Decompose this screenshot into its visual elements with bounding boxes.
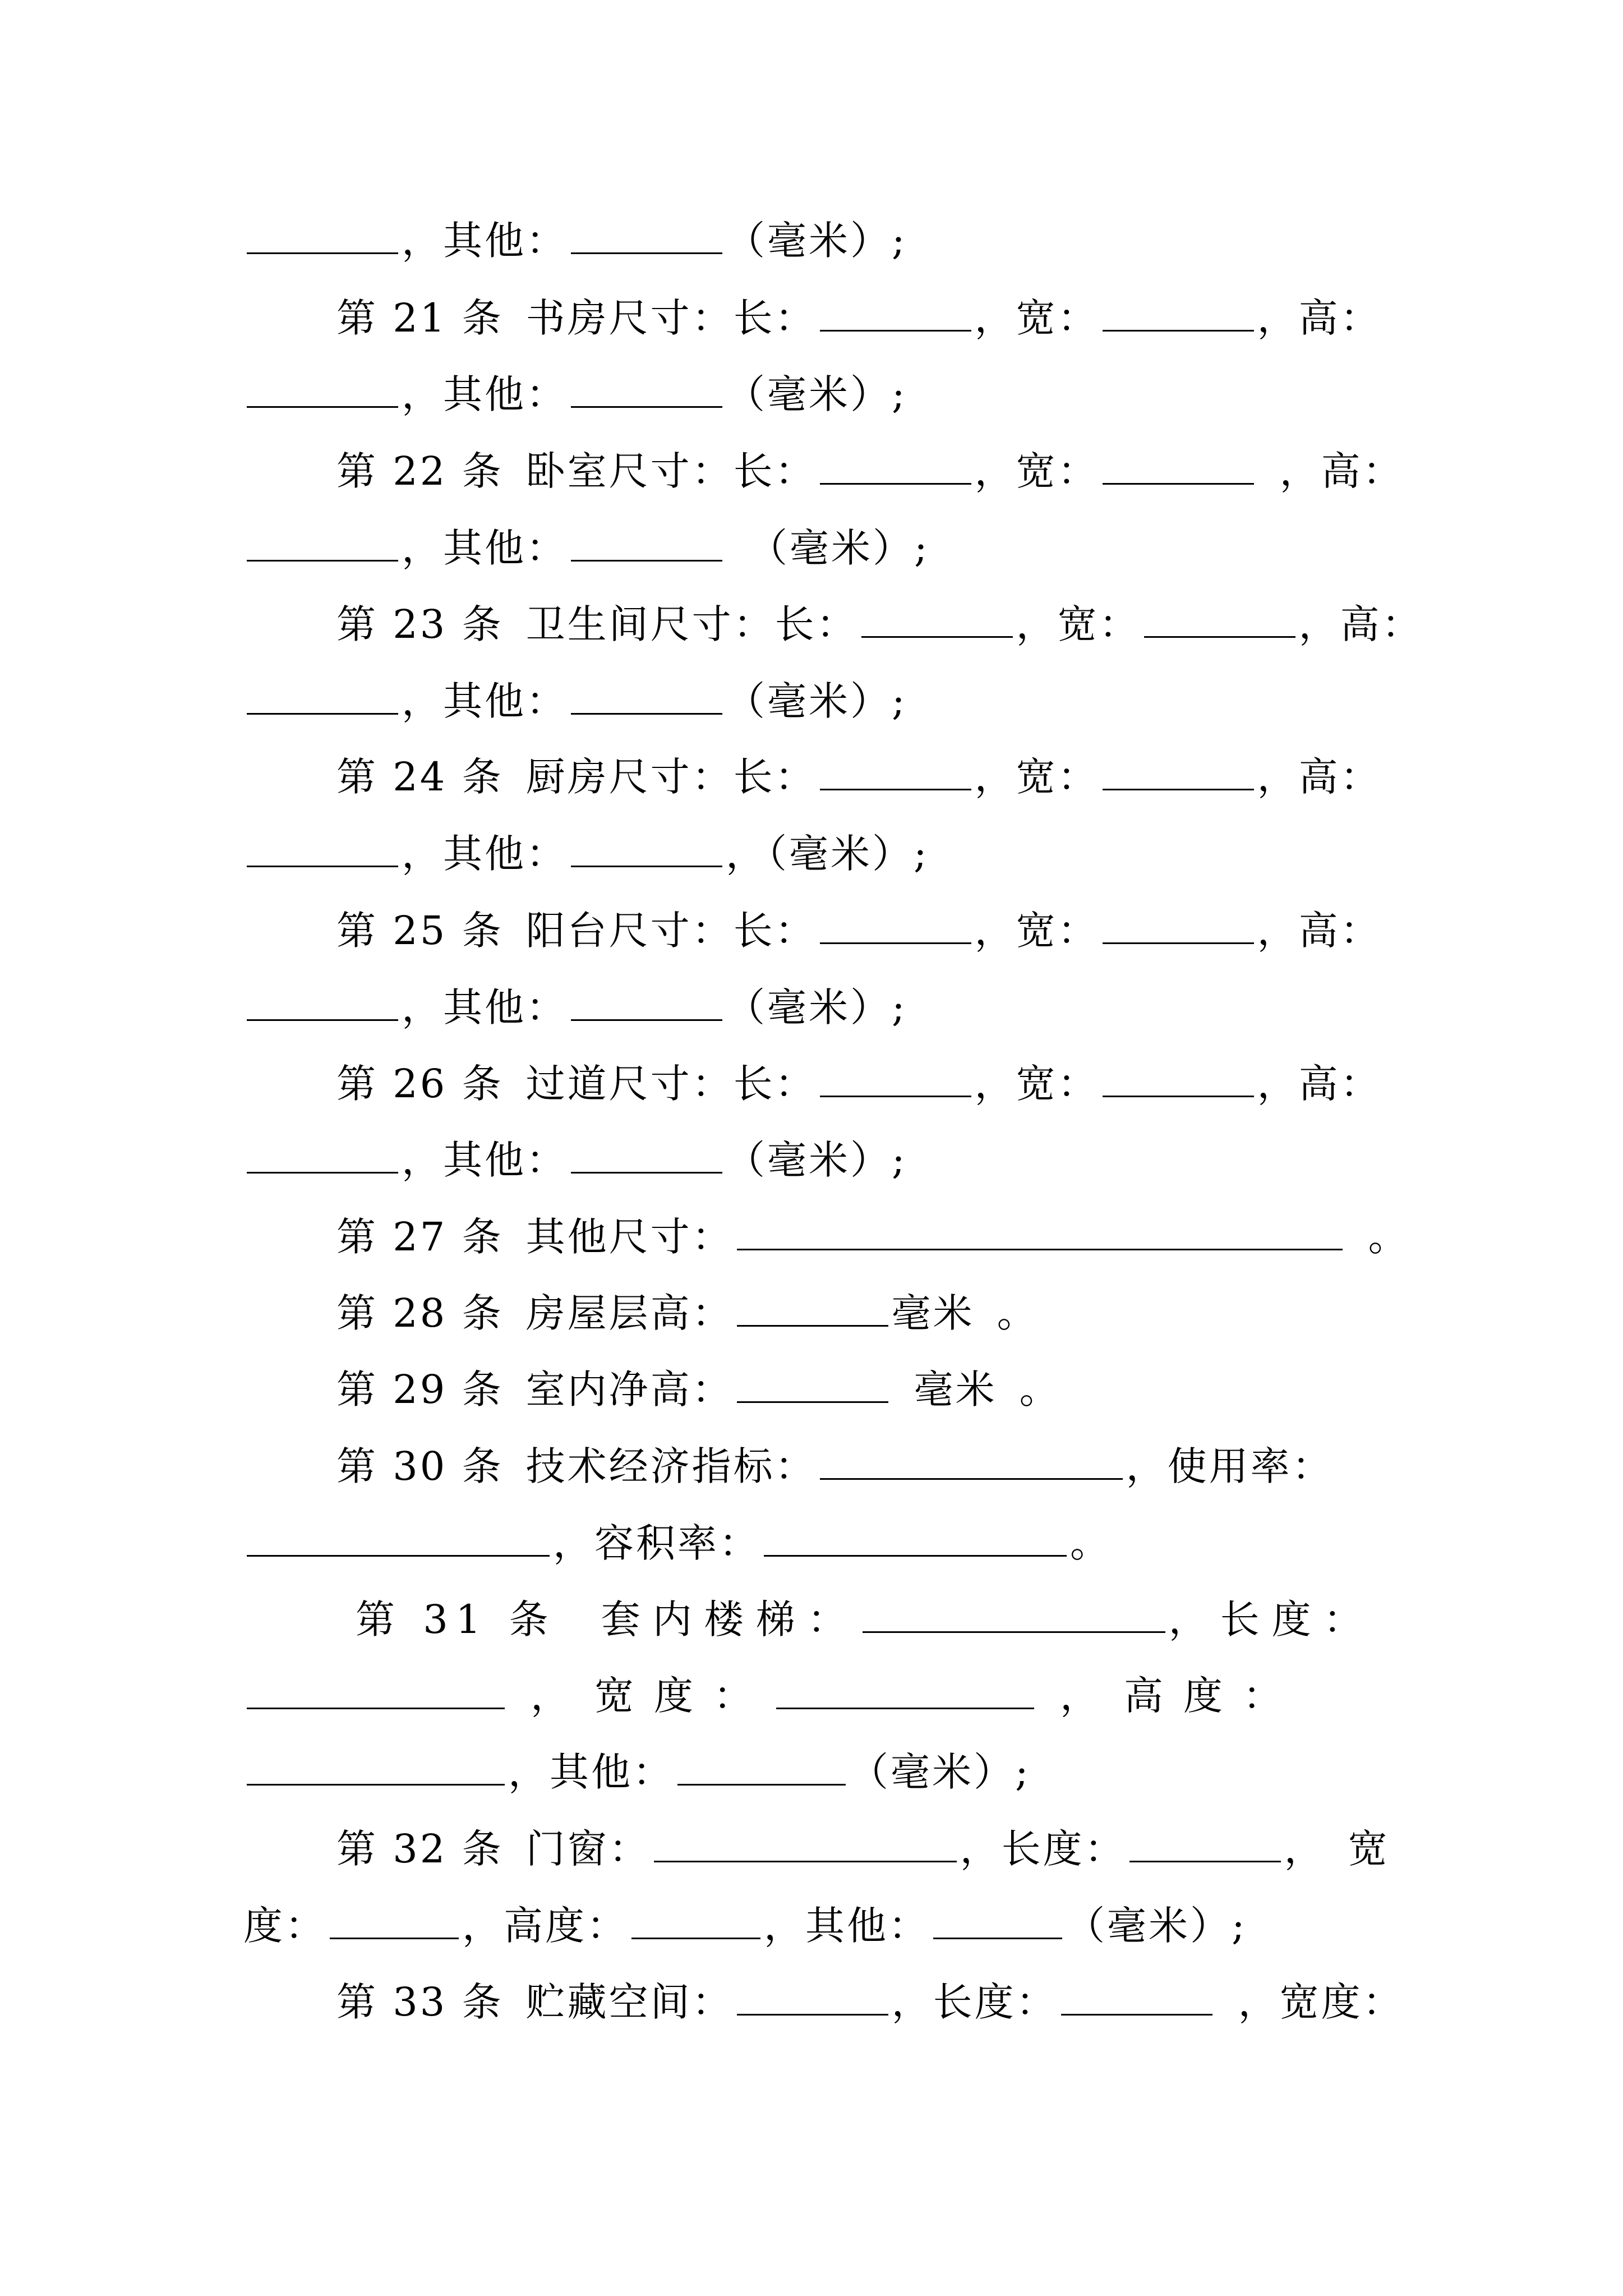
blank-field[interactable] [820,1061,971,1097]
label-height: 高度： [1124,1673,1302,1719]
label-width: ，宽： [974,295,1099,341]
label-width: ，宽： [1016,601,1141,647]
label-height: ，高： [1257,295,1382,341]
period: 。 [1019,1366,1061,1412]
blank-field[interactable] [571,678,722,715]
article-text: 卫生间尺寸：长： [525,601,858,647]
blank-field[interactable] [820,754,971,790]
label-other: ，其他： [402,525,568,571]
article-text: 室内净高： [525,1366,734,1412]
article-text: 其他尺寸： [525,1214,734,1260]
label-length: ，长度： [1168,1596,1375,1642]
unit-mm: （毫米）; [726,1137,907,1183]
article-number: 第 28 条 [336,1290,504,1336]
article-23 [336,593,1423,655]
blank-field[interactable] [571,371,722,408]
comma: ， [1284,1826,1326,1872]
blank-field[interactable] [1103,448,1254,485]
label-width: ，宽： [974,1061,1099,1107]
article-22 [336,440,1402,502]
article-number: 第 29 条 [336,1366,504,1412]
blank-field[interactable] [820,448,971,485]
blank-field[interactable] [1103,295,1254,332]
article-number: 第 32 条 [336,1826,504,1872]
unit-mm: （毫米）; [726,371,907,417]
line-11 [243,977,1399,1038]
blank-field[interactable] [820,295,971,332]
line-21 [243,1741,1399,1803]
blank-field[interactable] [571,525,722,562]
blank-field[interactable] [247,1673,505,1709]
article-29 [336,1359,1402,1420]
article-31 [356,1589,1399,1650]
article-28 [336,1282,1402,1344]
line-18 [243,1512,1399,1574]
label-height: ，高： [1279,448,1404,494]
blank-field[interactable] [247,831,398,867]
label-height: ，高： [1298,601,1423,647]
blank-field[interactable] [820,908,971,944]
unit-mm: 毫米 [914,1366,997,1412]
line-5 [243,517,1399,579]
article-number: 第 23 条 [336,601,504,647]
label-height: ，高度： [462,1903,628,1949]
article-24 [336,746,1402,808]
line-1 [243,210,1399,272]
blank-field[interactable] [1103,1061,1254,1097]
article-text: 套内楼梯： [601,1596,859,1642]
blank-field[interactable] [247,525,398,562]
label-other: ，其他： [764,1903,930,1949]
blank-field[interactable] [820,1443,1123,1480]
article-text: 过道尺寸：长： [525,1061,817,1107]
unit-mm: （毫米）; [726,218,907,264]
blank-field[interactable] [1061,1979,1212,2016]
article-text: 技术经济指标： [525,1443,817,1489]
line-13 [243,1129,1399,1191]
label-height: ，高： [1257,1061,1382,1107]
label-length: ，长度： [891,1979,1058,2025]
period: 。 [1368,1214,1410,1260]
line-3 [243,364,1399,425]
label-height: ，高： [1257,754,1382,800]
article-number: 第 22 条 [336,448,504,494]
blank-field[interactable] [776,1673,1034,1709]
blank-field[interactable] [737,1979,888,2016]
label-plot-ratio: ，容积率： [553,1520,760,1566]
blank-field[interactable] [247,1520,550,1557]
article-number: 第 26 条 [336,1061,504,1107]
line-9 [243,823,1399,885]
label-height: ，高： [1257,908,1382,954]
article-text: 门窗： [525,1826,651,1872]
article-number: 第 30 条 [336,1443,504,1489]
blank-field[interactable] [863,1596,1165,1633]
unit-mm: （毫米）; [1066,1903,1247,1949]
label-width-part: 宽 [1348,1826,1390,1872]
blank-field[interactable] [861,601,1013,638]
article-text: 阳台尺寸：长： [525,908,817,954]
blank-field[interactable] [247,678,398,715]
label-width-part: 度： [243,1903,326,1949]
article-text: 房屋层高： [525,1290,734,1336]
unit-mm: ，（毫米）; [726,831,929,877]
unit-mm: （毫米）; [726,678,907,724]
label-other: ，其他： [508,1749,674,1795]
blank-field[interactable] [247,1137,398,1174]
blank-field[interactable] [247,1749,505,1786]
label-width: 宽度： [594,1673,773,1719]
blank-field[interactable] [933,1903,1062,1939]
blank-field[interactable] [571,1137,722,1174]
article-number: 第 31 条 [356,1596,556,1642]
blank-field[interactable] [1144,601,1295,638]
blank-field[interactable] [677,1749,846,1786]
blank-field[interactable] [631,1903,760,1939]
blank-field[interactable] [571,831,722,867]
article-number: 第 33 条 [336,1979,504,2025]
label-other: ，其他： [402,218,568,264]
label-other: ，其他： [402,371,568,417]
blank-field[interactable] [247,218,398,254]
article-text: 书房尺寸：长： [525,295,817,341]
article-text: 贮藏空间： [525,1979,734,2025]
label-width: ，宽： [974,908,1099,954]
article-text: 厨房尺寸：长： [525,754,817,800]
period: 。 [997,1290,1039,1336]
blank-field[interactable] [571,984,722,1021]
blank-field[interactable] [1103,754,1254,790]
blank-field[interactable] [247,984,398,1021]
article-33 [336,1971,1402,2033]
unit-mm: （毫米）; [748,525,930,571]
article-30 [336,1435,1402,1497]
blank-field[interactable] [737,1366,888,1403]
article-25 [336,900,1402,961]
article-number: 第 27 条 [336,1214,504,1260]
blank-field[interactable] [1129,1826,1281,1862]
blank-field[interactable] [247,371,398,408]
label-length: ，长度： [960,1826,1126,1872]
label-other: ，其他： [402,1137,568,1183]
line-20 [243,1665,1399,1727]
article-26 [336,1053,1402,1115]
label-other: ，其他： [402,984,568,1030]
blank-field[interactable] [1103,908,1254,944]
unit-mm: 毫米 [891,1290,975,1336]
line-23 [243,1895,1399,1957]
article-number: 第 21 条 [336,295,504,341]
blank-field[interactable] [737,1290,888,1327]
blank-field[interactable] [764,1520,1067,1557]
unit-mm: （毫米）; [849,1749,1031,1795]
line-7 [243,670,1399,732]
article-number: 第 25 条 [336,908,504,954]
comma: ， [531,1673,572,1719]
label-usage-rate: ，使用率： [1126,1443,1334,1489]
period: 。 [1070,1520,1112,1566]
label-other: ，其他： [402,678,568,724]
article-number: 第 24 条 [336,754,504,800]
blank-field[interactable] [330,1903,459,1939]
article-27 [336,1206,1410,1268]
blank-field[interactable] [571,218,722,254]
article-text: 卧室尺寸：长： [525,448,817,494]
comma: ， [1060,1673,1101,1719]
label-other: ，其他： [402,831,568,877]
label-width: ，宽： [974,448,1099,494]
blank-field[interactable] [737,1214,1343,1250]
label-width: ，宽： [974,754,1099,800]
article-32 [336,1818,1402,1880]
article-21 [336,287,1402,349]
unit-mm: （毫米）; [726,984,907,1030]
blank-field[interactable] [654,1826,957,1862]
label-width: ，宽度： [1238,1979,1404,2025]
